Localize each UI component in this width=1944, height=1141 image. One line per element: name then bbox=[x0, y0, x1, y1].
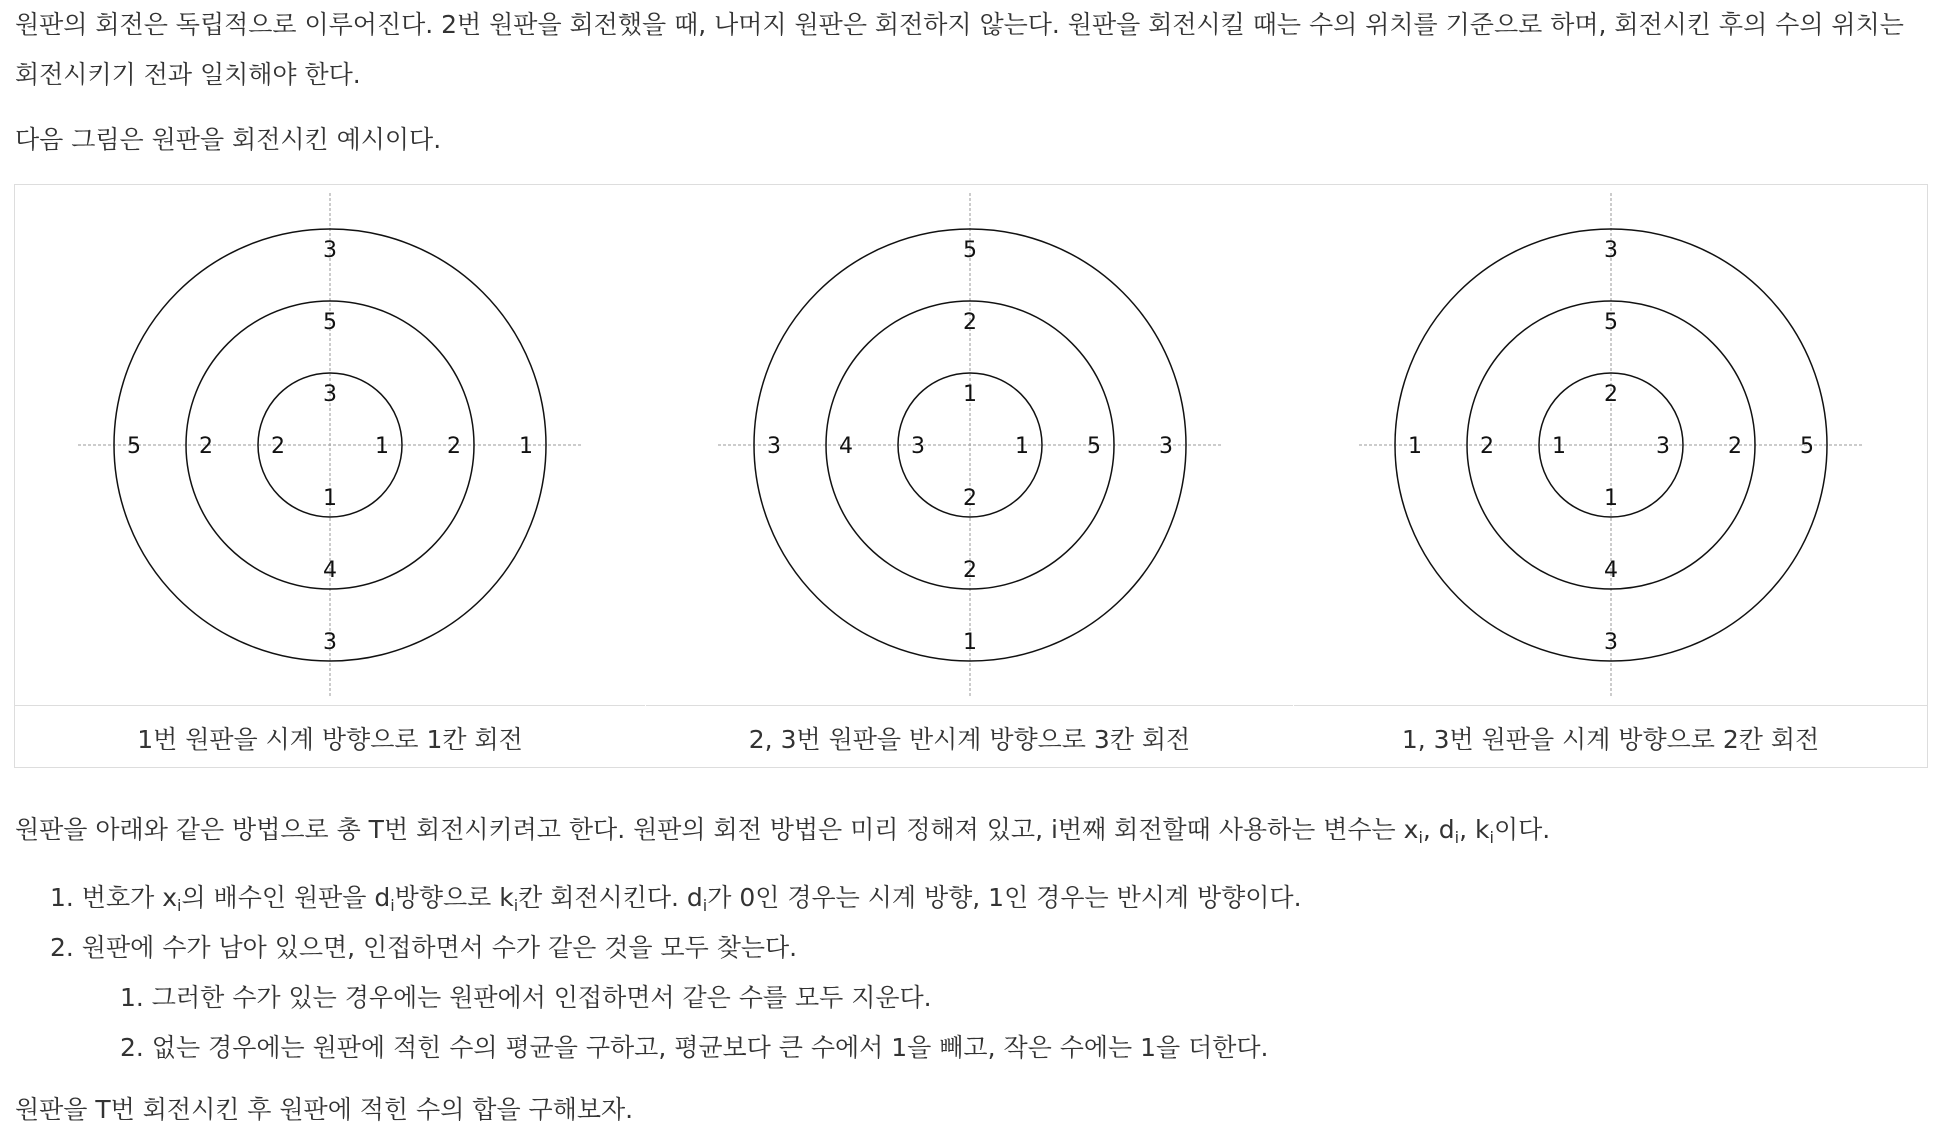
disk-number: 5 bbox=[127, 434, 141, 459]
disk-number: 5 bbox=[323, 310, 337, 335]
rule-text-a: 원판을 아래와 같은 방법으로 총 T번 회전시키려고 한다. 원판의 회전 방법은 미리 정해져 있고, i번째 회전할때 사용하는 변수는 x bbox=[15, 815, 1419, 844]
disk-number: 2 bbox=[1480, 434, 1494, 459]
disk-number: 1 bbox=[963, 630, 977, 655]
step-list bbox=[50, 873, 1302, 973]
disk-number: 2 bbox=[447, 434, 461, 459]
disk-number: 3 bbox=[1604, 238, 1618, 263]
step1-text-e: 가 0인 경우는 시계 방향, 1인 경우는 반시계 방향이다. bbox=[707, 883, 1302, 912]
disk-number: 2 bbox=[963, 486, 977, 511]
step-2: 2. 원판에 수가 남아 있으면, 인접하면서 수가 같은 것을 모두 찾는다. bbox=[50, 933, 798, 962]
disk-number: 1 bbox=[1408, 434, 1422, 459]
figure-caption-2: 2, 3번 원판을 반시계 방향으로 3칸 회전 bbox=[646, 705, 1293, 769]
disk-number: 3 bbox=[323, 382, 337, 407]
subscript-i: i bbox=[177, 896, 182, 915]
disk-number: 4 bbox=[1604, 558, 1618, 583]
disk-number: 5 bbox=[1087, 434, 1101, 459]
disk-number: 1 bbox=[375, 434, 389, 459]
step1-text-d: 칸 회전시킨다. d bbox=[518, 883, 703, 912]
disk-number: 2 bbox=[271, 434, 285, 459]
sub-step-list bbox=[120, 973, 1269, 1073]
sub-step-2: 2. 없는 경우에는 원판에 적힌 수의 평균을 구하고, 평균보다 큰 수에서 1을 빼고, 작은 수에는 1을 더한다. bbox=[120, 1033, 1269, 1062]
disk-number: 3 bbox=[1159, 434, 1173, 459]
disk-number: 3 bbox=[767, 434, 781, 459]
disk-number: 2 bbox=[963, 310, 977, 335]
disk-number: 3 bbox=[911, 434, 925, 459]
disk-diagram-3 bbox=[1294, 185, 1927, 705]
disk-number: 5 bbox=[1800, 434, 1814, 459]
subscript-i: i bbox=[702, 896, 708, 915]
disk-svg-3 bbox=[1294, 185, 1928, 705]
step1-text-a: 1. 번호가 x bbox=[50, 883, 177, 912]
disk-number: 1 bbox=[1552, 434, 1566, 459]
disk-diagram-2 bbox=[646, 185, 1293, 705]
rule-text-b: , d bbox=[1422, 815, 1455, 844]
disk-number: 1 bbox=[519, 434, 533, 459]
disk-number: 4 bbox=[839, 434, 853, 459]
figure-caption-3: 1, 3번 원판을 시계 방향으로 2칸 회전 bbox=[1294, 705, 1927, 769]
figure-table bbox=[14, 184, 1928, 768]
disk-number: 2 bbox=[1728, 434, 1742, 459]
disk-number: 2 bbox=[1604, 382, 1618, 407]
subscript-i: i bbox=[513, 896, 519, 915]
sub-step-1: 1. 그러한 수가 있는 경우에는 원판에서 인접하면서 같은 수를 모두 지운다. bbox=[120, 983, 932, 1012]
rotation-rule-paragraph bbox=[15, 805, 1925, 855]
disk-number: 3 bbox=[323, 238, 337, 263]
disk-number: 2 bbox=[199, 434, 213, 459]
disk-number: 5 bbox=[963, 238, 977, 263]
disk-number: 1 bbox=[1015, 434, 1029, 459]
disk-svg-2 bbox=[646, 185, 1294, 705]
rule-text-d: 이다. bbox=[1493, 815, 1551, 844]
step1-text-c: 방향으로 k bbox=[394, 883, 514, 912]
disk-number: 1 bbox=[1604, 486, 1618, 511]
disk-number: 1 bbox=[323, 486, 337, 511]
disk-svg-1 bbox=[15, 185, 645, 705]
subscript-i: i bbox=[1418, 828, 1423, 847]
step1-text-b: 의 배수인 원판을 d bbox=[181, 883, 391, 912]
disk-number: 3 bbox=[1604, 630, 1618, 655]
subscript-i: i bbox=[1489, 828, 1494, 847]
disk-number: 1 bbox=[963, 382, 977, 407]
step-1 bbox=[50, 873, 1302, 923]
disk-number: 3 bbox=[323, 630, 337, 655]
disk-number: 3 bbox=[1656, 434, 1670, 459]
subscript-i: i bbox=[390, 896, 395, 915]
disk-diagram-1 bbox=[15, 185, 645, 705]
subscript-i: i bbox=[1454, 828, 1460, 847]
disk-number: 2 bbox=[963, 558, 977, 583]
rule-text-c: , k bbox=[1459, 815, 1490, 844]
figure-caption-1: 1번 원판을 시계 방향으로 1칸 회전 bbox=[15, 705, 645, 769]
disk-number: 5 bbox=[1604, 310, 1618, 335]
intro-paragraph-2: 다음 그림은 원판을 회전시킨 예시이다. bbox=[15, 125, 442, 154]
intro-paragraph-1: 원판의 회전은 독립적으로 이루어진다. 2번 원판을 회전했을 때, 나머지 원판은 회전하지 않는다. 원판을 회전시킬 때는 수의 위치를 기준으로 하며, 회전시킨 후의 수의 위치는 회전시키기 전과 일치해야 한다. bbox=[15, 10, 1904, 89]
disk-number: 4 bbox=[323, 558, 337, 583]
closing-paragraph: 원판을 T번 회전시킨 후 원판에 적힌 수의 합을 구해보자. bbox=[15, 1095, 634, 1124]
